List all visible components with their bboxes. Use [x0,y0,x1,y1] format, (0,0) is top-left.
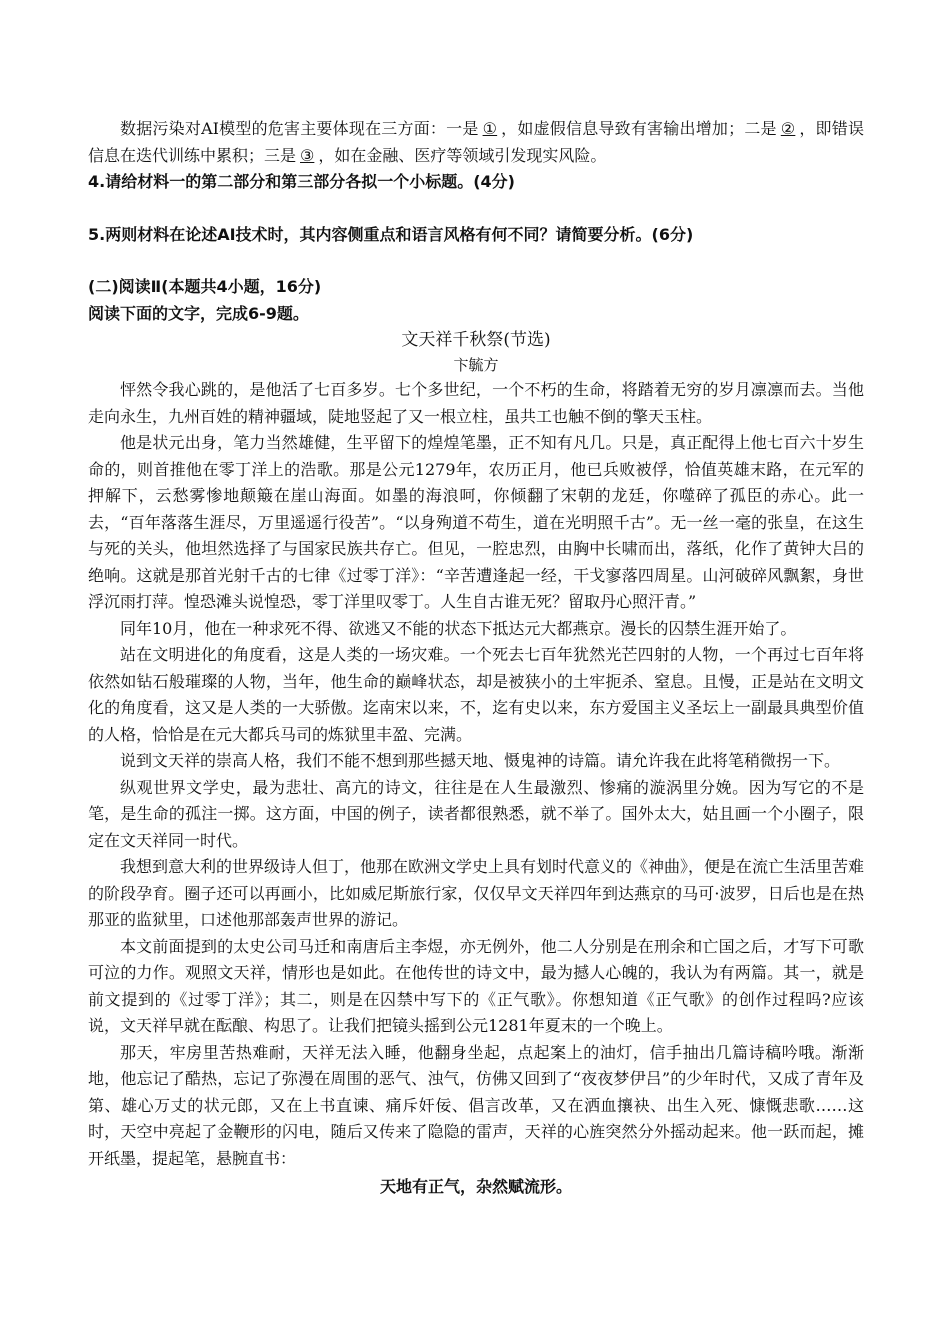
section-instruction: 阅读下面的文字，完成6-9题。 [88,303,309,323]
exam-page [88,116,864,1202]
question-5: 5.两则材料在论述AI技术时，其内容侧重点和语言风格有何不同？请简要分析。(6分) [88,224,694,244]
article-paragraph: 我想到意大利的世界级诗人但丁，他那在欧洲文学史上具有划时代意义的《神曲》，便是在流亡生活里苦难的阶段孕育。圈子还可以再画小，比如威尼斯旅行家，仅仅早文天祥四年到达燕京的马可·波罗，日后也是在热那亚的监狱里，口述他那部轰声世界的游记。 [88,857,865,929]
summary-text-3: ，即错误信息在迭代训练中累积；三是 [88,119,864,165]
article-paragraph: 纵观世界文学史，最为悲壮、高亢的诗文，往往是在人生最激烈、惨痛的漩涡里分娩。因为写它的不是笔，是生命的孤注一掷。这方面，中国的例子，读者都很熟悉，就不举了。国外太大，姑且画一个小圈子，限定在文天祥同一时代。 [88,777,864,850]
blank-1: ① [482,119,498,138]
summary-paragraph [88,116,864,169]
question-4: 4.请给材料一的第二部分和第三部分各拟一个小标题。(4分) [88,172,515,191]
blank-2: ② [780,119,796,138]
summary-text-4: ，如在金融、医疗等领域引发现实风险。 [318,145,607,165]
article-author: 卞毓方 [453,356,499,374]
article-paragraph: 怦然令我心跳的，是他活了七百多岁。七个多世纪，一个不朽的生命，将踏着无穷的岁月凛凛而去。当他走向永生，九州百姓的精神疆域，陡地竖起了又一根立柱，虽共工也触不倒的擎天玉柱。 [88,380,864,426]
poem-line: 天地有正气，杂然赋流形。 [379,1177,572,1196]
article-title: 文天祥千秋祭(节选) [401,330,551,350]
blank-3: ③ [300,145,315,165]
article-paragraph: 说到文天祥的崇高人格，我们不能不想到那些撼天地、慑鬼神的诗篇。请允许我在此将笔稍微拐一下。 [120,751,841,770]
article-paragraph: 站在文明进化的角度看，这是人类的一场灾难。一个死去七百年犹然光芒四射的人物，一个再过七百年将依然如钻石般璀璨的人物，当年，他生命的巅峰状态，却是被狭小的土牢扼杀、窒息。且慢，正是站在文明文化的角度看，这又是人类的一大骄傲。迄南宋以来，不，迄有史以来，东方爱国主义圣坛上一副最具典型价值的人格，恰恰是在元大都兵马司的炼狱里丰盈、完满。 [88,645,864,744]
section-heading: (二)阅读Ⅱ(本题共4小题，16分) [88,277,322,296]
summary-text-1: 数据污染对AI模型的危害主要体现在三方面：一是 [120,119,479,138]
summary-text-2: ，如虚假信息导致有害输出增加；二是 [501,119,777,138]
article-paragraph: 那天，牢房里苦热难耐，天祥无法入睡，他翻身坐起，点起案上的油灯，信手抽出几篇诗稿吟哦。渐渐地，他忘记了酷热，忘记了弥漫在周围的恶气、浊气，仿佛又回到了“夜夜梦伊吕”的少年时代，又成了青年及第、雄心万丈的状元郎，又在上书直谏、痛斥奸佞、倡言改革，又在洒血攘袂、出生入死、慷慨悲歌……这时，天空中亮起了金鞭形的闪电，随后又传来了隐隐的雷声，天祥的心旌突然分外摇动起来。他一跃而起，摊开纸墨，提起笔，悬腕直书： [88,1042,864,1168]
article-paragraph: 同年10月，他在一种求死不得、欲逃又不能的状态下抵达元大都燕京。漫长的囚禁生涯开始了。 [120,618,797,638]
article-paragraph: 本文前面提到的太史公司马迁和南唐后主李煜，亦无例外，他二人分别是在刑余和亡国之后，才写下可歌可泣的力作。观照文天祥，情形也是如此。在他传世的诗文中，最为撼人心魄的，我认为有两篇。其一，就是前文提到的《过零丁洋》；其二，则是在囚禁中写下的《正气歌》。你想知道《正气歌》的创作过程吗?应该说，文天祥早就在酝酿、构思了。让我们把镜头摇到公元1281年夏末的一个晚上。 [88,936,864,1035]
article-paragraph: 他是状元出身，笔力当然雄健，生平留下的煌煌笔墨，正不知有凡几。只是，真正配得上他七百六十岁生命的，则首推他在零丁洋上的浩歌。那是公元1279年，农历正月，他已兵败被俘，恰值英雄末路，在元军的押解下，云愁雾惨地颠簸在崖山海面。如墨的海浪呵，你倾翻了宋朝的龙廷，你噬碎了孤臣的赤心。此一去，“百年落落生涯尽，万里遥遥行役苦”。“以身殉道不苟生，道在光明照千古”。无一丝一毫的张皇，在这生与死的关头，他坦然选择了与国家民族共存亡。但见，一腔忠烈，由胸中长啸而出，落纸，化作了黄钟大吕的绝响。这就是那首光射千古的七律《过零丁洋》：“辛苦遭逢起一经，干戈寥落四周星。山河破碎风飘絮，身世浮沉雨打萍。惶恐滩头说惶恐，零丁洋里叹零丁。人生自古谁无死？留取丹心照汗青。” [88,433,864,611]
